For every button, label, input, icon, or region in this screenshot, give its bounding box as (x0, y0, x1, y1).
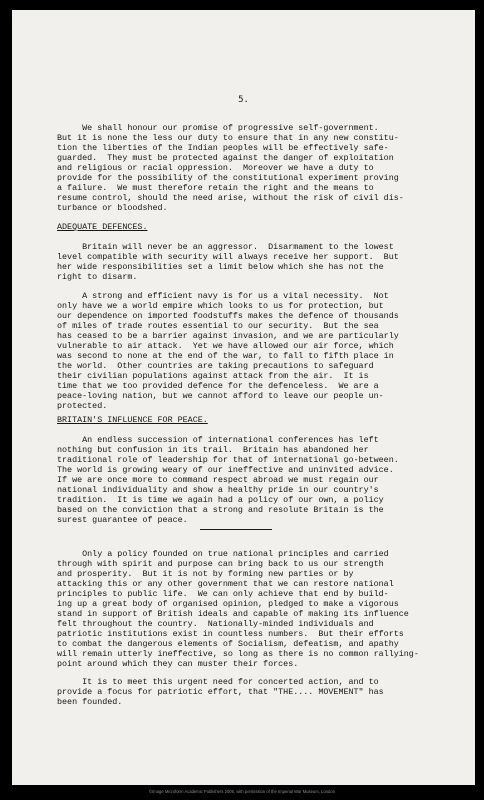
heading-adequate-defences: ADEQUATE DEFENCES. (57, 222, 148, 232)
paragraph-movement-founded: It is to meet this urgent need for concerted action, and to provide a focus for patriotic effort, that "THE.... MOVEMENT" has been founded. (57, 677, 384, 707)
paragraph-national-principles: Only a policy founded on true national principles and carried through with spirit and purpose can bring back to us our strength and prosperity. But it is not by forming new parties or by attacking this or any other government that we can restore national principles to public life. We can only achieve that end by build- ing up a great body of organised opinion, pledged to make a vigorous stand in support of British ideals and capable of making its influence felt throughout the country. Nationally-minded individuals and patriotic institutions exist in countless numbers. But their efforts to combat the dangerous elements of Socialism, defeatism, and apathy will remain utterly ineffective, so long as there is no common rallying- point around which they can muster their forces. (57, 549, 419, 669)
heading-britains-influence: BRITAIN'S INFLUENCE FOR PEACE. (57, 415, 208, 425)
paragraph-international-conferences: An endless succession of international conferences has left nothing but confusion in its trail. Britain has abandoned her traditional role of leadership for that of international go-between. The world is growing weary of our ineffective and uninvited advice. If we are once more to command respect abroad we must regain our national individuality and show a healthy pride in our country's tradition. It is time we again had a policy of our own, a policy based on the conviction that a strong and resolute Britain is the surest guarantee of peace. (57, 435, 399, 525)
document-page (12, 10, 475, 785)
section-divider (200, 529, 272, 530)
copyright-footer: ©Image Microform Academic Publishers 2005, with permission of the Imperial War Museum, London (148, 789, 336, 794)
paragraph-disarmament: Britain will never be an aggressor. Disarmament to the lowest level compatible with security will always receive her support. But her wide responsibilities set a limit below which she has not the right to disarm. (57, 242, 399, 282)
page-number: 5. (238, 95, 249, 105)
paragraph-india-self-government: We shall honour our promise of progressive self-government. But it is none the less our duty to ensure that in any new constitu- tion the liberties of the Indian peoples will be effectively safe- guarded. They must be protected against the danger of exploitation and religious or racial oppression. Moreover we have a duty to provide for the possibility of the constitutional experiment proving a failure. We must therefore retain the right and the means to resume control, should the need arise, without the risk of civil dis- turbance or bloodshed. (57, 123, 404, 213)
paragraph-navy-air-force: A strong and efficient navy is for us a vital necessity. Not only have we a world empire which looks to us for protection, but our dependence on imported foodstuffs makes the defence of thousands of miles of trade routes essential to our security. But the sea has ceased to be a barrier against invasion, and we are particularly vulnerable to air attack. Yet we have allowed our air force, which was second to none at the end of the war, to fall to fifth place in the world. Other countries are taking precautions to safeguard their civilian populations against attack from the air. It is time that we too provided defence for the defenceless. We are a peace-loving nation, but we cannot afford to leave our people un- protected. (57, 291, 399, 411)
